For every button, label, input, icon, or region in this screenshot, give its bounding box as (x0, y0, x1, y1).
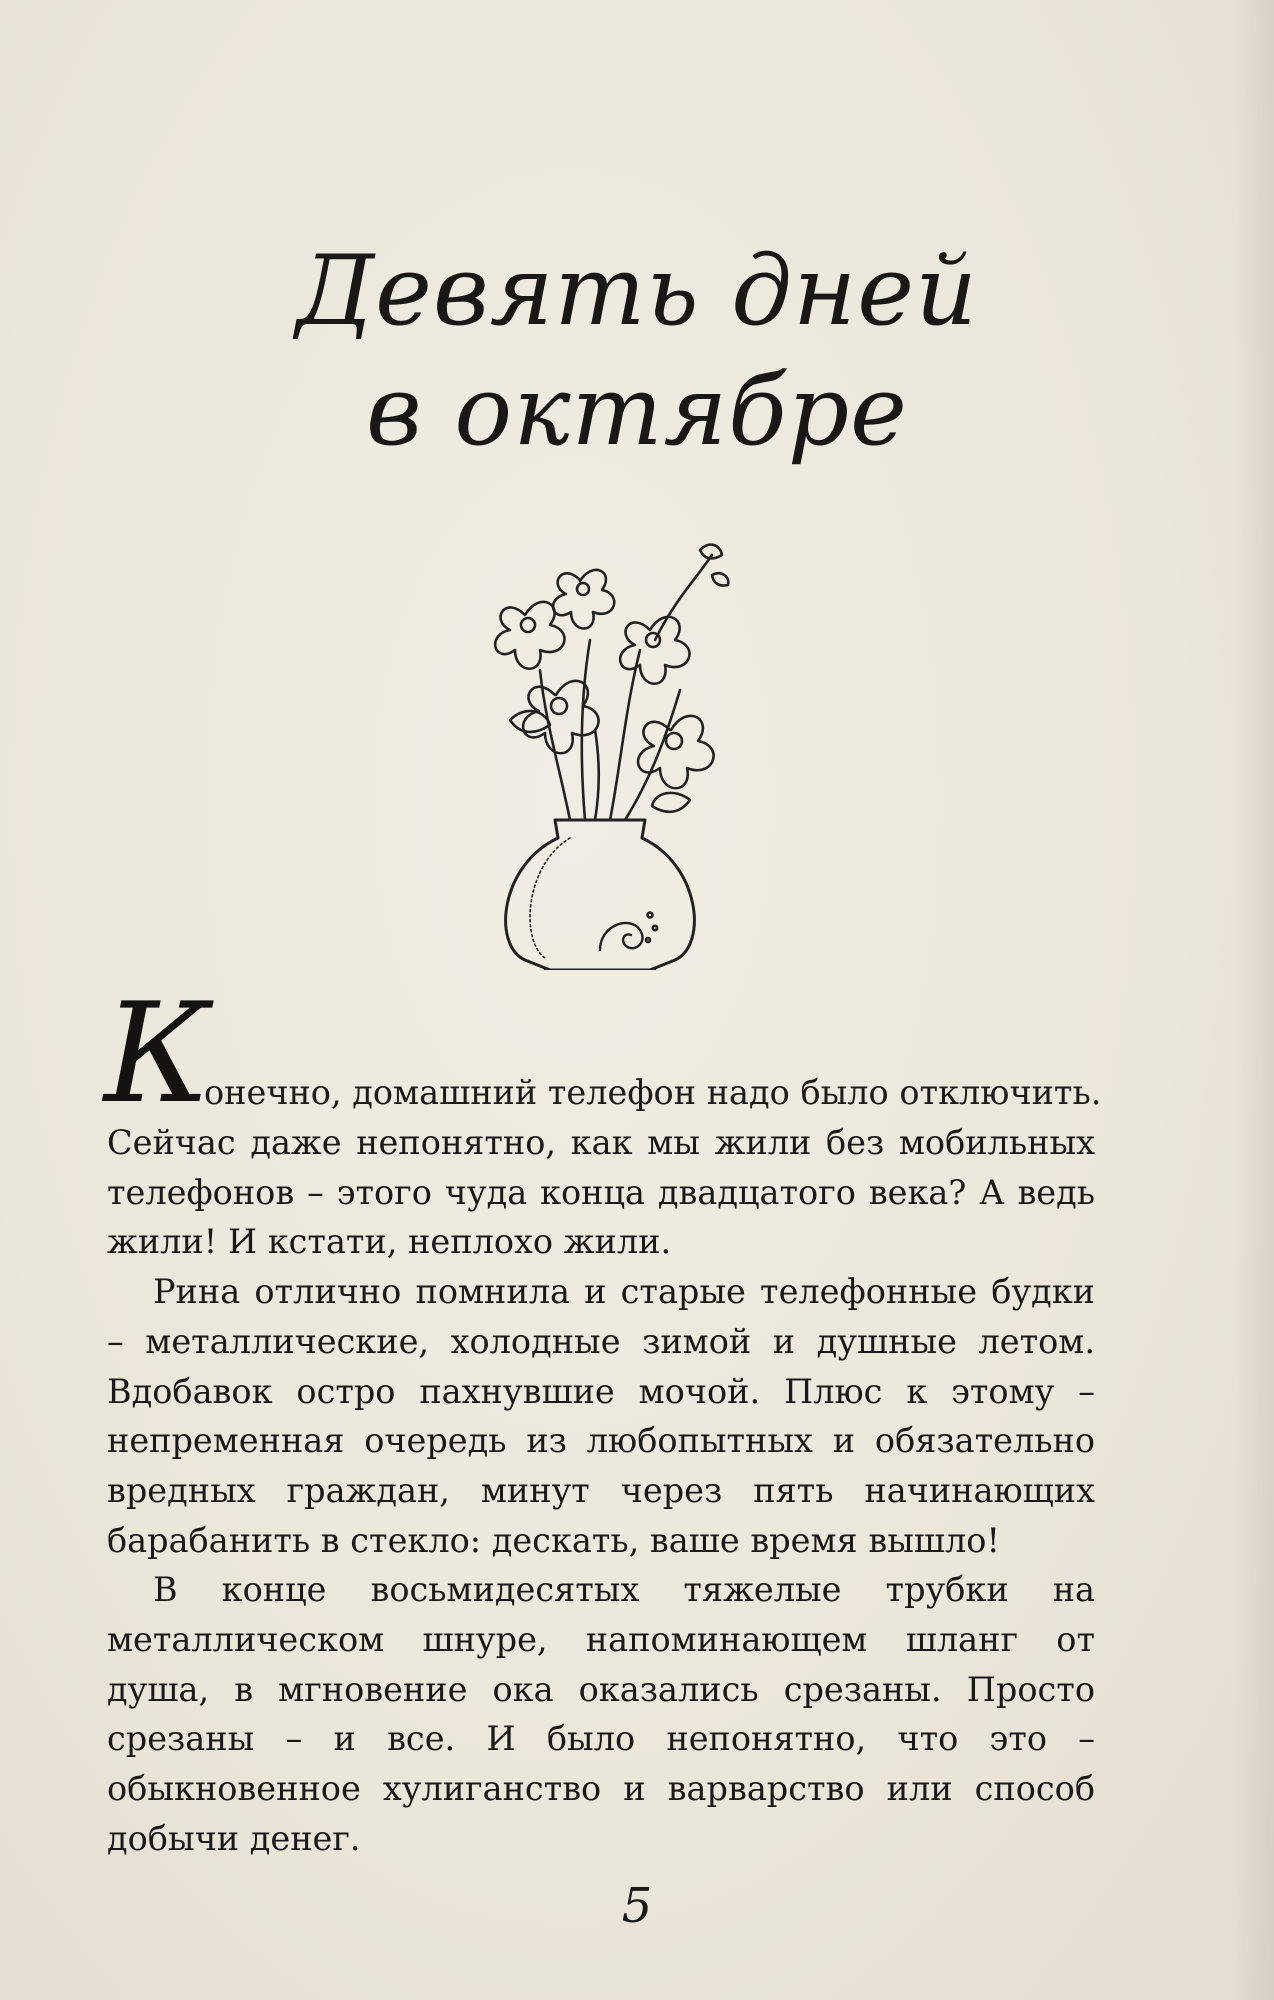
paragraph-1-continued: Сейчас даже непонятно, как мы жили без мобильных телефонов – этого чуда конца двадцатого века? А ведь жили! И кстати, неплохо жили. (107, 1123, 1095, 1262)
flower-vase-icon (450, 520, 750, 970)
paragraph-3: В конце восьмидесятых тяжелые трубки на металлическом шнуре, напоминающем шланг от душа, в мгновение ока оказались срезаны. Просто срезаны – и все. И было непонятно, что это – обыкновенное хулиганство и варварство или способ добычи денег. (107, 1570, 1095, 1858)
chapter-title-line-1: Девять дней (296, 235, 978, 347)
first-line-text: онечно, домашний телефон надо было отключить. (204, 1073, 1102, 1112)
body-text (107, 1118, 1095, 1864)
drop-cap: К (104, 973, 211, 1134)
chapter-title-line-2: в октябре (366, 355, 908, 467)
page-number: 5 (621, 1878, 653, 1934)
paragraph-2: Рина отлично помнила и старые телефонные будки – металлические, холодные зимой и душные летом. Вдобавок остро пахнувшие мочой. Плюс к этому – непременная очередь из любопытных и обязательно вредных граждан, минут через пять начинающих барабанить в стекло: дескать, ваше время вышло! (107, 1272, 1095, 1560)
